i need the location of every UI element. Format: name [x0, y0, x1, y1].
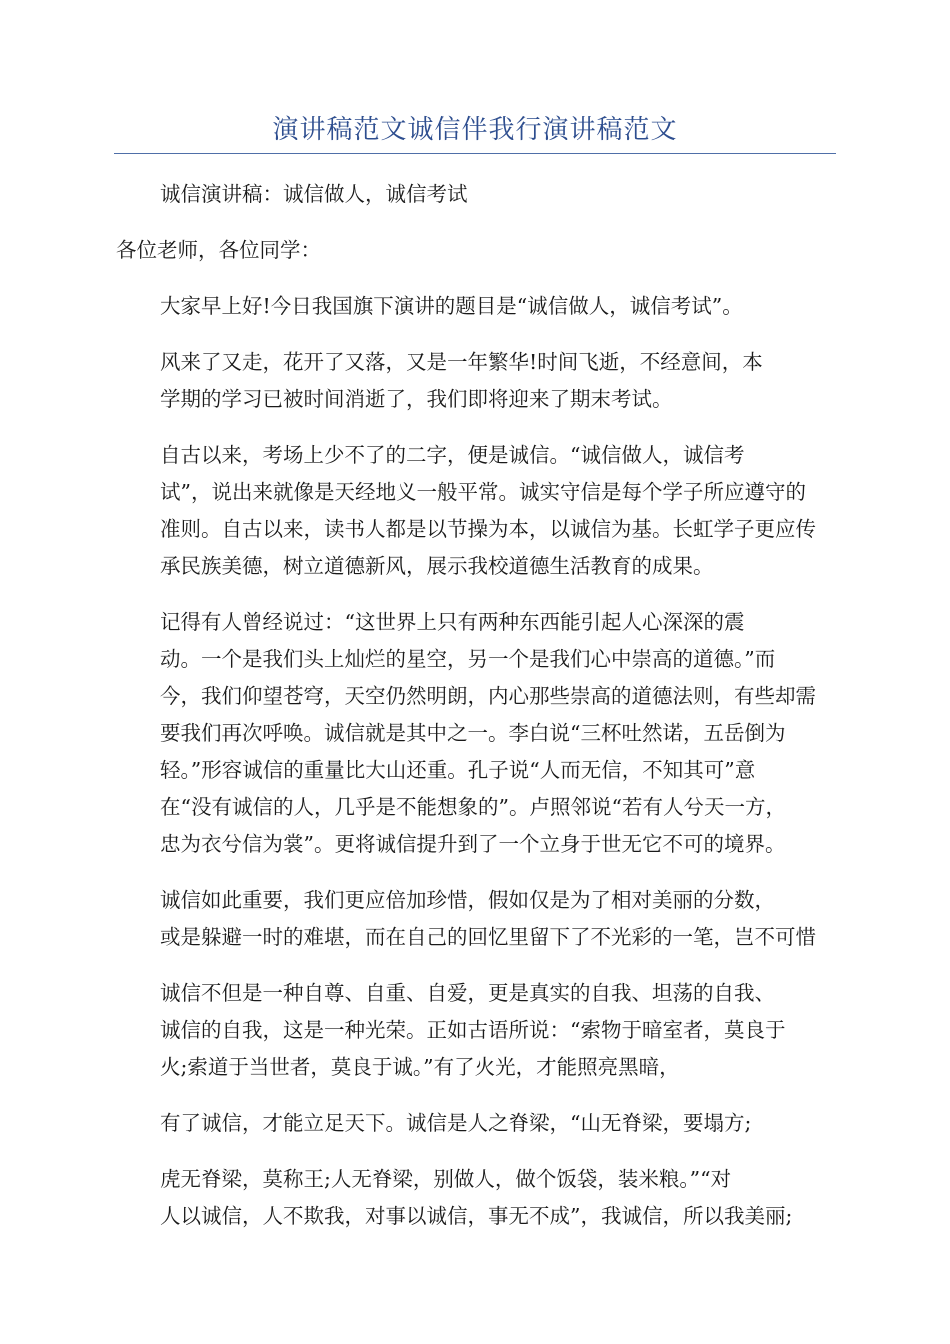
paragraph-line: 诚信如此重要，我们更应倍加珍惜，假如仅是为了相对美丽的分数， [160, 888, 775, 912]
paragraph-line: 虎无脊梁，莫称王;人无脊梁，别做人，做个饭袋，装米粮。”“对 [160, 1167, 732, 1191]
paragraph-line: 大家早上好!今日我国旗下演讲的题目是“诚信做人，诚信考试”。 [160, 294, 743, 318]
paragraph [116, 288, 832, 325]
paragraph-line: 在“没有诚信的人，几乎是不能想象的”。卢照邻说“若有人兮天一方， [160, 795, 786, 819]
paragraph-line: 人以诚信，人不欺我，对事以诚信，事无不成”，我诚信，所以我美丽; [160, 1204, 793, 1228]
paragraph-line: 诚信不但是一种自尊、自重、自爱，更是真实的自我、坦荡的自我、 [160, 981, 775, 1005]
paragraph-line: 有了诚信，才能立足天下。诚信是人之脊梁，“山无脊梁，要塌方; [160, 1111, 752, 1135]
paragraph-line: 今，我们仰望苍穹，天空仍然明朗，内心那些崇高的道德法则，有些却需 [160, 684, 816, 708]
paragraph [116, 882, 832, 956]
paragraph [116, 344, 832, 418]
paragraph-line: 各位老师，各位同学： [116, 238, 321, 262]
paragraph-line: 或是躲避一时的难堪，而在自己的回忆里留下了不光彩的一笔，岂不可惜 [160, 925, 816, 949]
paragraph-line: 诚信的自我，这是一种光荣。正如古语所说：“索物于暗室者，莫良于 [160, 1018, 786, 1042]
title-underline [114, 153, 836, 154]
paragraph-line: 轻。”形容诚信的重量比大山还重。孔子说“人而无信，不知其可”意 [160, 758, 756, 782]
document-title: 演讲稿范文诚信伴我行演讲稿范文 [272, 115, 678, 145]
paragraph [116, 975, 832, 1086]
paragraph-line: 动。一个是我们头上灿烂的星空，另一个是我们心中崇高的道德。”而 [160, 647, 776, 671]
paragraph-line: 记得有人曾经说过：“这世界上只有两种东西能引起人心深深的震 [160, 610, 745, 634]
paragraph-line: 忠为衣兮信为裳”。更将诚信提升到了一个立身于世无它不可的境界。 [160, 832, 786, 856]
paragraph-line: 试”，说出来就像是天经地义一般平常。诚实守信是每个学子所应遵守的 [160, 480, 806, 504]
paragraph [116, 232, 832, 269]
paragraph-line: 承民族美德，树立道德新风，展示我校道德生活教育的成果。 [160, 554, 714, 578]
paragraph [116, 437, 832, 585]
paragraph-line: 要我们再次呼唤。诚信就是其中之一。李白说“三杯吐然诺，五岳倒为 [160, 721, 786, 745]
paragraph-line: 诚信演讲稿：诚信做人，诚信考试 [160, 182, 468, 206]
paragraph [116, 1105, 832, 1142]
paragraph-line: 学期的学习已被时间消逝了，我们即将迎来了期末考试。 [160, 387, 673, 411]
paragraph [116, 176, 832, 213]
paragraph [116, 1161, 832, 1235]
document-body [116, 176, 832, 1254]
paragraph-line: 风来了又走，花开了又落，又是一年繁华!时间飞逝，不经意间，本 [160, 350, 763, 374]
paragraph [116, 604, 832, 863]
paragraph-line: 准则。自古以来，读书人都是以节操为本，以诚信为基。长虹学子更应传 [160, 517, 816, 541]
paragraph-line: 自古以来，考场上少不了的二字，便是诚信。“诚信做人，诚信考 [160, 443, 745, 467]
paragraph-line: 火;索道于当世者，莫良于诚。”有了火光，才能照亮黑暗， [160, 1055, 680, 1079]
